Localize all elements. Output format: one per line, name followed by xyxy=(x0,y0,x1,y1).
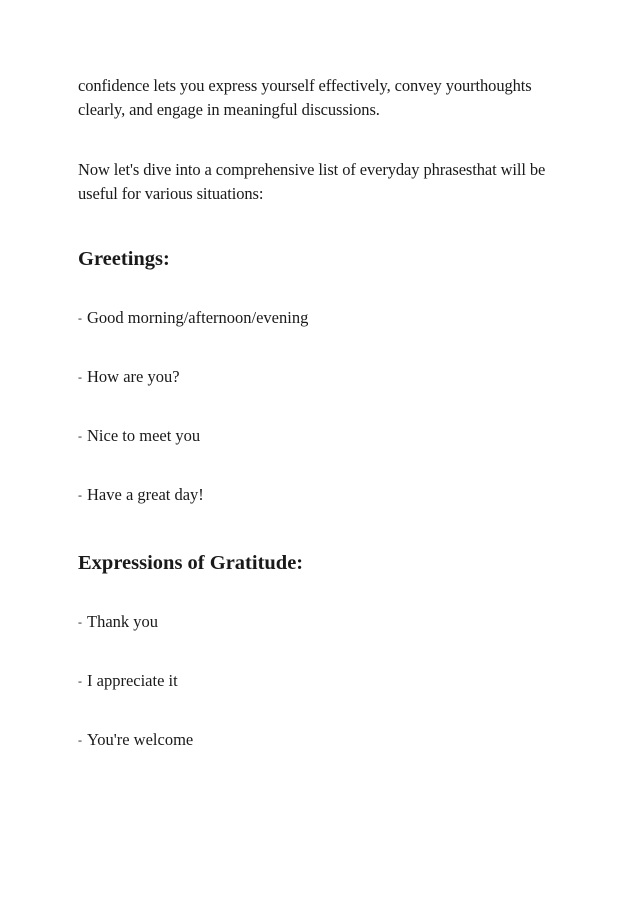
list-item xyxy=(78,425,200,447)
bullet-dash: - xyxy=(78,615,82,629)
list-item xyxy=(78,307,308,329)
bullet-dash: - xyxy=(78,733,82,747)
list-item-text: Nice to meet you xyxy=(87,426,201,445)
bullet-dash: - xyxy=(78,311,82,325)
list-item-text: Have a great day! xyxy=(87,485,204,504)
section-heading-greetings: Greetings: xyxy=(78,248,170,270)
list-item xyxy=(78,484,204,506)
bullet-dash: - xyxy=(78,674,82,688)
list-item-text: How are you? xyxy=(87,367,180,386)
section-heading-gratitude: Expressions of Gratitude: xyxy=(78,552,304,574)
bullet-dash: - xyxy=(78,429,82,443)
intro-paragraph-2: Now let's dive into a comprehensive list of everyday phrasesthat will be useful for various situations: xyxy=(78,160,546,203)
list-item-text: I appreciate it xyxy=(87,671,178,690)
list-item xyxy=(78,729,193,751)
list-item xyxy=(78,611,158,633)
bullet-dash: - xyxy=(78,488,82,502)
list-item-text: Thank you xyxy=(87,612,159,631)
list-item-text: Good morning/afternoon/evening xyxy=(87,308,309,327)
bullet-dash: - xyxy=(78,370,82,384)
list-item xyxy=(78,366,180,388)
intro-paragraph-1: confidence lets you express yourself effectively, convey yourthoughts clearly, and engage in meaningful discussions. xyxy=(78,76,532,119)
list-item-text: You're welcome xyxy=(87,730,194,749)
list-item xyxy=(78,670,178,692)
